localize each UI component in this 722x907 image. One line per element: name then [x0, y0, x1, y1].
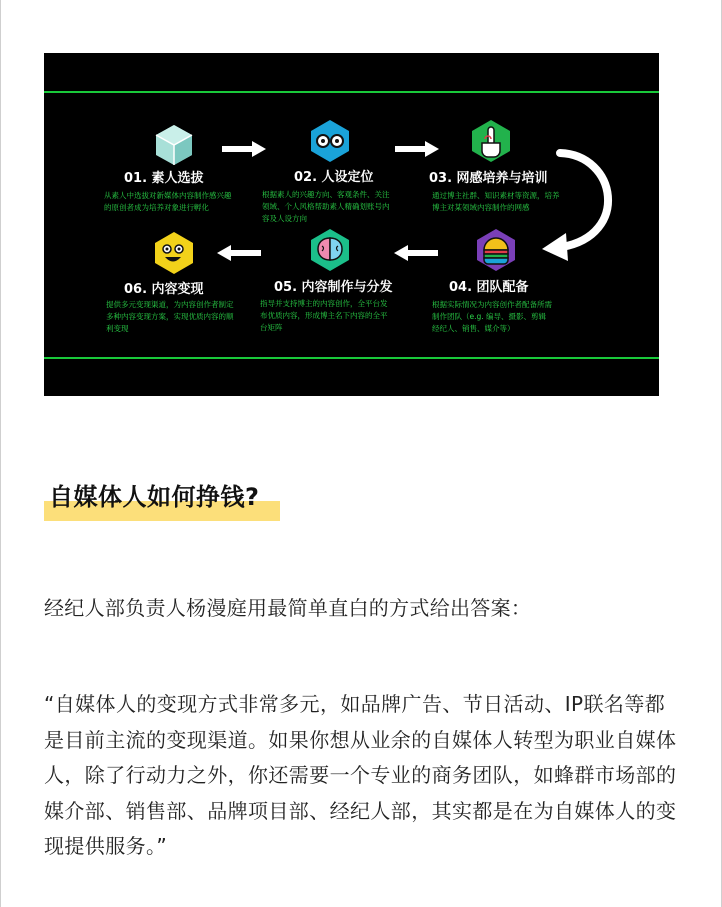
green-divider-bottom: [44, 357, 659, 359]
step-description: 根据素人的兴趣方向、客观条件、关注领域、个人风格帮助素人精确划账号内容及人设方向: [262, 190, 390, 223]
stack-icon: [474, 228, 518, 272]
step-title: 06. 内容变现: [124, 282, 204, 297]
smile-icon: [152, 231, 196, 275]
intro-paragraph: 经纪人部负责人杨漫庭用最简单直白的方式给出答案：: [44, 596, 532, 620]
step-title: 03. 网感培养与培训: [429, 171, 548, 186]
step-description: 指导并支持博主的内容创作，全平台发布优质内容，形成博主名下内容的全平台矩阵: [260, 299, 388, 332]
step-title: 04. 团队配备: [449, 280, 529, 295]
quote-paragraph: “自媒体人的变现方式非常多元，如品牌广告、节日活动、IP联名等都是目前主流的变现渠道。如果你想从业余的自媒体人转型为职业自媒体人，除了行动力之外，你还需要一个专业的商务团队，如蜂群市场部的媒介部、销售部、品牌项目部、经纪人部，其实都是在为自媒体人的变现提供服务。”: [44, 692, 677, 858]
green-divider-top: [44, 91, 659, 93]
arrow-right-1: [222, 141, 266, 157]
step-title: 05. 内容制作与分发: [274, 280, 393, 295]
curved-return-arrow: [532, 145, 632, 263]
section-heading-wrap: [44, 477, 259, 512]
step-description: 从素人中选拔对新媒体内容制作感兴趣的原创者成为培养对象进行孵化: [104, 191, 232, 212]
process-infographic: [44, 53, 659, 396]
step-description: 根据实际情况为内容创作者配备所需制作团队（e.g. 编导、摄影、剪辑经纪人、销售、媒介等）: [432, 300, 552, 333]
arrow-right-2: [395, 141, 439, 157]
step-title: 01. 素人选拔: [124, 171, 204, 186]
brain-icon: [308, 228, 352, 272]
section-heading: 自媒体人如何挣钱?: [49, 483, 260, 511]
face-icon: [308, 119, 352, 163]
arrow-left-2: [394, 245, 438, 261]
step-description: 通过博主社群、知识素材等资源，培养博主对某领域内容制作的网感: [432, 191, 560, 212]
cube-icon: [152, 123, 196, 167]
arrow-left-1: [217, 245, 261, 261]
hand-icon: [469, 119, 513, 163]
page-border-left: [0, 0, 1, 907]
step-title: 02. 人设定位: [294, 170, 374, 185]
step-description: 提供多元变现渠道，为内容创作者制定多种内容变现方案，实现优质内容的顺利变现: [106, 300, 234, 333]
